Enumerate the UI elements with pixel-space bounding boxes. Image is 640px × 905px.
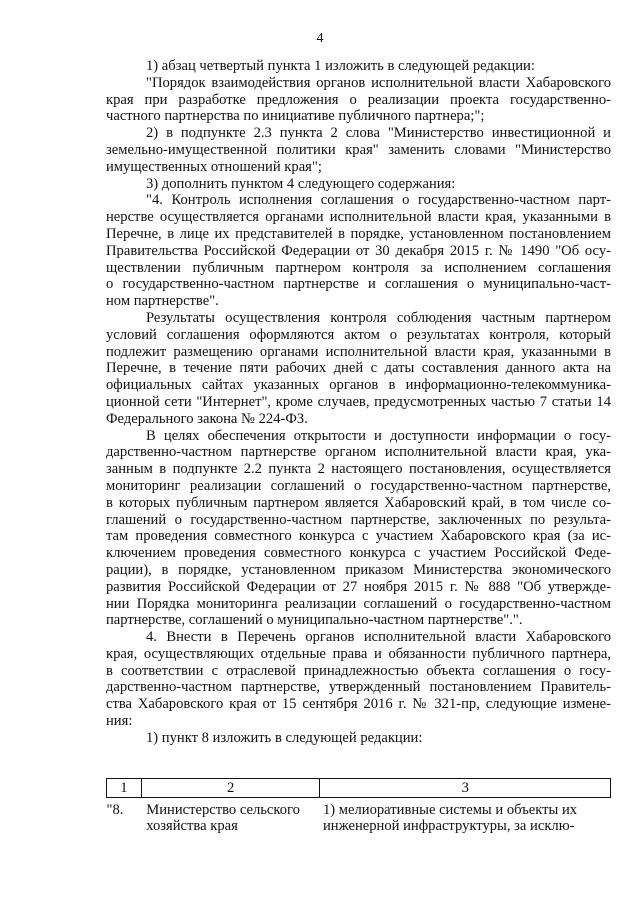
row-authority: [141, 798, 320, 835]
cell-line: хозяйства края: [146, 818, 238, 834]
text-line: занным в подпункте 2.2 пункта 2 настоящего постановления, осуществляется: [106, 461, 611, 478]
table-header-cell: 2: [141, 779, 320, 798]
table-row: [107, 798, 611, 835]
text-line: подлежит размещению органами исполнительной власти края, указанными в: [106, 343, 611, 360]
text-line: Федерального закона № 224-ФЗ.: [106, 410, 308, 427]
text-line: Результаты осуществления контроля соблюдения частным партнером: [146, 309, 611, 326]
text-line: мониторинг реализации соглашений о государственно-частном партнерстве,: [106, 477, 611, 494]
text-line: Перечне, в лице их представителей в порядке, установленном постановлением: [106, 225, 611, 242]
table-header-cell: 1: [107, 779, 142, 798]
text-line: частного партнерства по инициативе публичного партнера;";: [106, 108, 485, 125]
text-line: 4. Внести в Перечень органов исполнительной власти Хабаровского: [146, 629, 611, 646]
amendment-table: [106, 778, 611, 834]
page-number: 4: [316, 31, 324, 46]
cell-line: Министерство сельского: [146, 802, 300, 818]
text-line: 1) абзац четвертый пункта 1 изложить в следующей редакции:: [146, 58, 535, 74]
text-line: развития Российской Федерации от 27 ноября 2015 г. № 888 "Об утвержде-: [106, 578, 611, 595]
text-line: ключением проведения совместного конкурса с участием Российской Феде-: [106, 545, 611, 562]
row-number: "8.: [106, 802, 124, 818]
text-line: официальных сайтах указанных органов в информационно-телекоммуника-: [106, 377, 611, 394]
text-line: о государственно-частном партнерстве и соглашения о муниципально-част-: [106, 276, 611, 293]
text-line: ния:: [106, 713, 133, 730]
text-line: ществлении публичным партнером контроля за исполнением соглашения: [106, 259, 611, 276]
text-line: ном партнерстве".: [106, 293, 219, 310]
text-line: рации), в порядке, установленном приказом Министерства экономического: [106, 561, 611, 578]
text-line: края при разработке предложения о реализации проекта государственно-: [106, 91, 611, 108]
text-line: Перечне, в течение пяти рабочих дней с даты составления данного акта на: [106, 360, 611, 377]
text-line: партнерстве, соглашений о муниципально-частном партнерстве".".: [106, 612, 523, 629]
text-line: нии Порядка мониторинга реализации соглашений о государственно-частном: [106, 595, 611, 612]
text-line: дарственно-частном партнерстве органом исполнительной власти края, ука-: [106, 444, 611, 461]
text-line: условий соглашения оформляются актом о результатах контроля, который: [106, 326, 611, 343]
text-line: ства Хабаровского края от 15 сентября 2016 г. № 321-пр, следующие измене-: [106, 696, 611, 713]
cell-line: 1) мелиоративные системы и объекты их: [322, 802, 578, 818]
text-line: нерстве осуществляется органами исполнительной власти края, указанными в: [106, 209, 611, 226]
document-body: [106, 58, 611, 747]
text-line: 3) дополнить пунктом 4 следующего содержания:: [146, 175, 456, 192]
text-line: ционной сети "Интернет", кроме случаев, предусмотренных частью 7 статьи 14: [106, 393, 611, 410]
table-header-cell: 3: [320, 779, 611, 798]
text-line: 2) в подпункте 2.3 пункта 2 слова "Министерство инвестиционной и: [146, 125, 611, 142]
text-line: края, осуществляющих отдельные права и обязанности публичного партнера,: [106, 645, 611, 662]
text-line: "4. Контроль исполнения соглашения о государственно-частном парт-: [146, 192, 611, 209]
text-line: 1) пункт 8 изложить в следующей редакции:: [146, 729, 423, 746]
text-line: в которых публичным партнером является Хабаровский край, в том числе со-: [106, 494, 611, 511]
text-line: земельно-имущественной политики края" заменить словами "Министерство: [106, 141, 611, 158]
text-line: там проведения совместного конкурса с участием Хабаровского края (за ис-: [106, 528, 611, 545]
text-line: глашений о государственно-частном партнерстве, заключенных по результа-: [106, 511, 611, 528]
row-objects: [320, 798, 611, 835]
text-line: дарственно-частном партнерстве, утвержденный постановлением Правитель-: [106, 679, 611, 696]
text-line: имущественных отношений края";: [106, 158, 322, 175]
cell-line: инженерной инфраструктуры, за исклю-: [322, 818, 575, 834]
text-line: В целях обеспечения открытости и доступности информации о госу-: [146, 427, 611, 444]
text-line: Правительства Российской Федерации от 30 декабря 2015 г. № 1490 "Об осу-: [106, 242, 611, 259]
table-header-row: [107, 779, 611, 798]
text-line: "Порядок взаимодействия органов исполнительной власти Хабаровского: [146, 74, 611, 91]
text-line: в соответствии с отраслевой принадлежностью объекта соглашения о госу-: [106, 662, 611, 679]
